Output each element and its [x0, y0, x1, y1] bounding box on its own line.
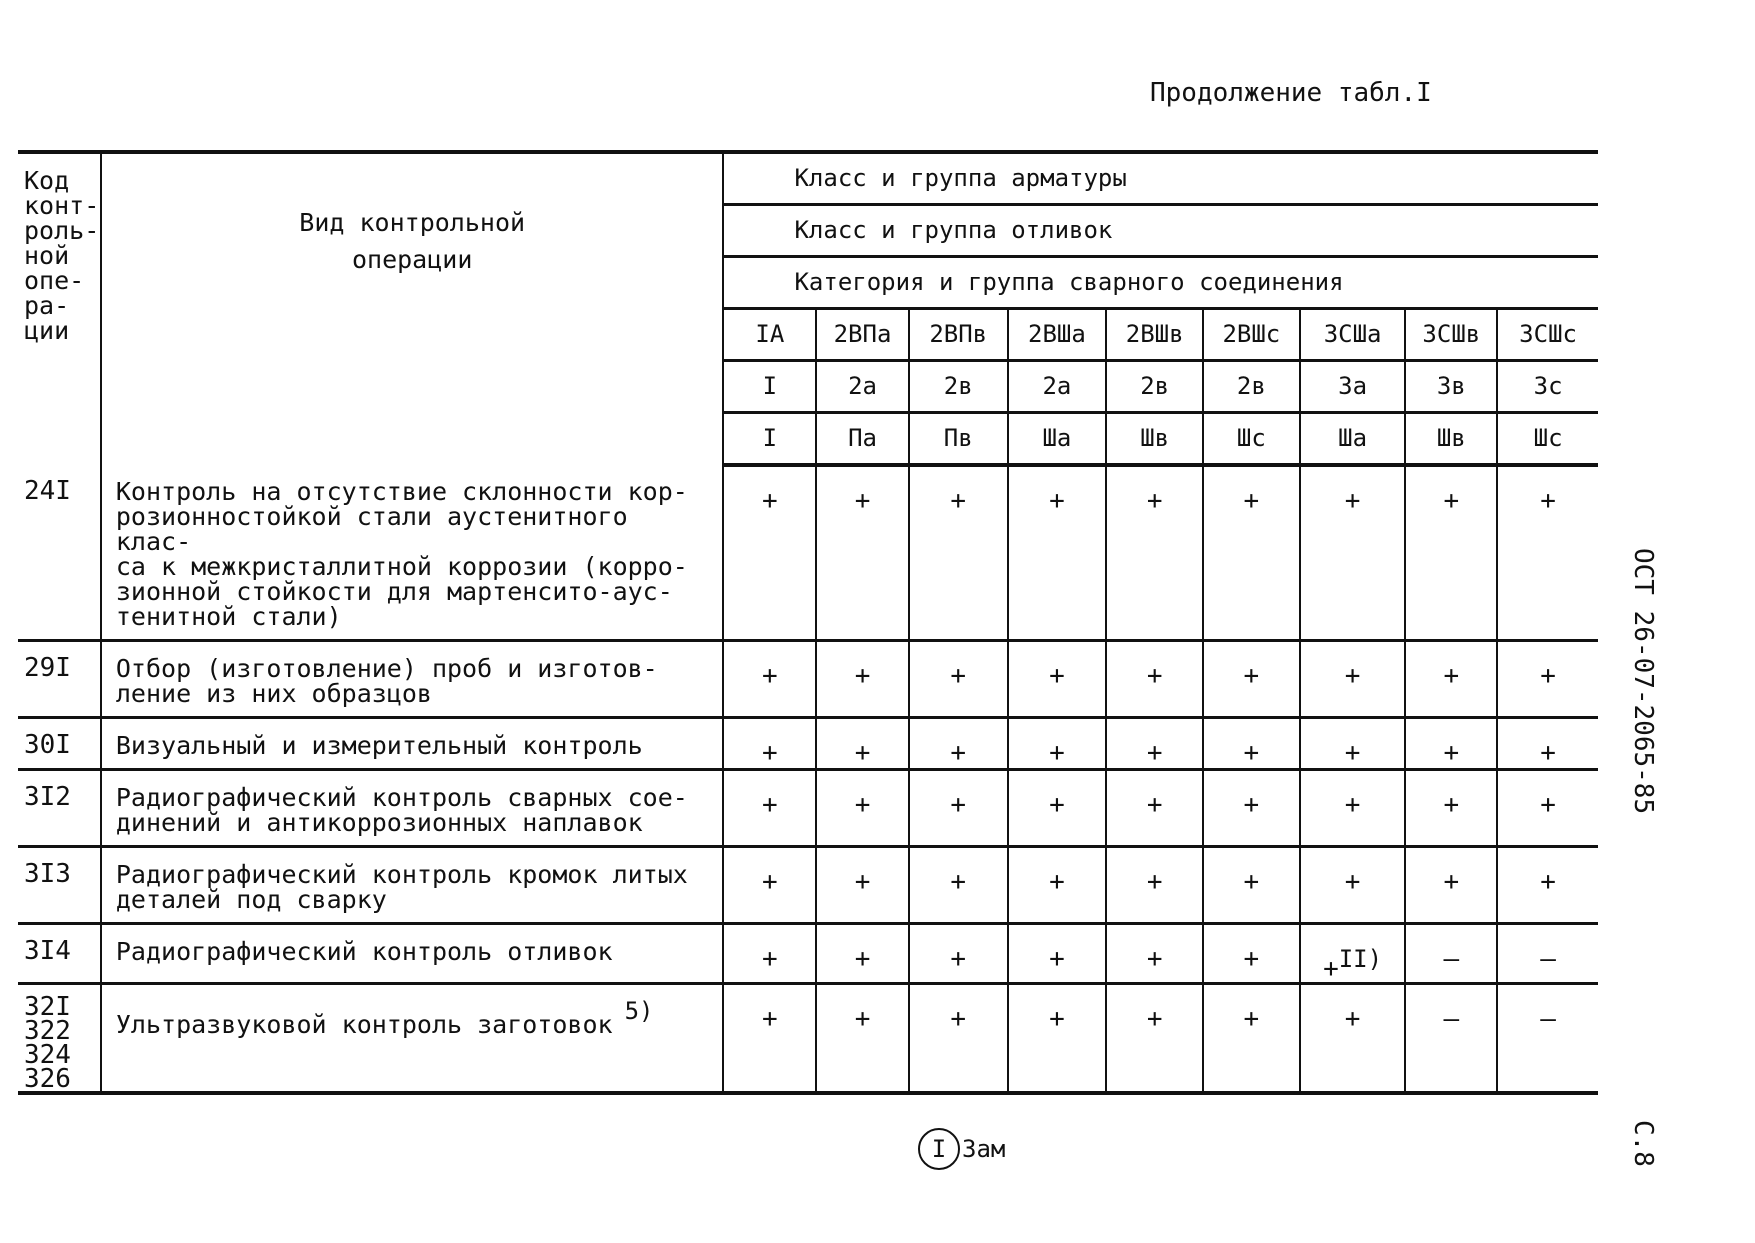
code-header-line: конт-	[24, 191, 100, 220]
applicability-mark: +	[1203, 924, 1300, 984]
applicability-mark: +	[909, 924, 1008, 984]
casting-group-cell: 2а	[1008, 361, 1107, 413]
applicability-mark: +	[1106, 718, 1203, 770]
armature-group-cell: 2ВПа	[816, 309, 909, 361]
operation-code-line: 32I	[24, 992, 71, 1022]
weld-group-cell: Пв	[909, 413, 1008, 466]
applicability-mark: +	[1405, 718, 1497, 770]
operation-code: 30I	[18, 718, 101, 770]
table-row	[18, 924, 1598, 984]
description-line: динений и антикоррозионных наплавок	[115, 808, 643, 837]
armature-group-cell: 3СШв	[1405, 309, 1497, 361]
table-row	[18, 847, 1598, 924]
code-header-line: роль-	[24, 216, 100, 245]
applicability-mark: –	[1497, 924, 1598, 984]
operation-description	[101, 770, 724, 847]
description-line: розионностойкой стали аустенитного клас-	[115, 502, 628, 556]
operation-description	[101, 465, 724, 641]
applicability-mark: +	[816, 770, 909, 847]
applicability-mark: +	[1300, 984, 1406, 1094]
description-line: Радиографический контроль кромок литых	[115, 860, 688, 889]
applicability-mark: +	[816, 984, 909, 1094]
control-operations-table	[18, 150, 1598, 1095]
code-column-header	[18, 152, 101, 465]
operation-header-line: операции	[351, 245, 473, 274]
applicability-mark: +	[1106, 984, 1203, 1094]
operation-code: 3I4	[18, 924, 101, 984]
casting-group-cell: 2в	[1203, 361, 1300, 413]
operation-description	[101, 847, 724, 924]
description-line: деталей под сварку	[115, 885, 387, 914]
applicability-mark: +	[816, 641, 909, 718]
applicability-mark: +	[1300, 770, 1406, 847]
description-line: са к межкристаллитной коррозии (корро-	[115, 552, 688, 581]
applicability-mark: +	[1300, 641, 1406, 718]
operation-code: 24I	[18, 465, 101, 641]
change-number-circle: I	[918, 1128, 960, 1170]
applicability-mark: –	[1405, 924, 1497, 984]
operation-description	[101, 984, 724, 1094]
operation-description	[101, 718, 724, 770]
table-caption: Продолжение табл.I	[1150, 78, 1432, 108]
weld-category-band: Категория и группа сварного соединения	[723, 257, 1598, 309]
applicability-mark: +	[816, 718, 909, 770]
armature-group-cell: 2ВШв	[1106, 309, 1203, 361]
description-line: Визуальный и измерительный контроль	[115, 731, 643, 760]
table-row	[18, 984, 1598, 1094]
operation-code-line: 322	[24, 1016, 71, 1046]
armature-group-cell: 2ВШа	[1008, 309, 1107, 361]
applicability-mark: +	[1300, 465, 1406, 641]
description-line: тенитной стали)	[115, 602, 342, 631]
applicability-mark: +	[1008, 847, 1107, 924]
footnote-ref: II)	[1338, 945, 1383, 973]
applicability-mark: +	[1405, 770, 1497, 847]
applicability-mark: +	[723, 465, 816, 641]
applicability-mark: +	[1106, 641, 1203, 718]
applicability-mark: +	[1405, 641, 1497, 718]
applicability-mark: +	[816, 465, 909, 641]
applicability-mark: +	[909, 718, 1008, 770]
armature-class-band: Класс и группа арматуры	[723, 152, 1598, 205]
armature-group-cell: 2ВШс	[1203, 309, 1300, 361]
weld-group-cell: Шв	[1405, 413, 1497, 466]
applicability-mark: +	[723, 770, 816, 847]
applicability-mark: +	[1497, 641, 1598, 718]
armature-group-cell: 3СШа	[1300, 309, 1406, 361]
operation-code: 3I2	[18, 770, 101, 847]
applicability-mark: –	[1497, 984, 1598, 1094]
applicability-mark: +	[1497, 718, 1598, 770]
code-header-line: ции	[24, 316, 70, 345]
applicability-mark: +	[816, 924, 909, 984]
weld-group-cell: Шс	[1497, 413, 1598, 466]
applicability-mark: +	[1203, 984, 1300, 1094]
applicability-mark: +	[1203, 847, 1300, 924]
change-mark	[918, 1128, 1005, 1170]
applicability-mark: +	[909, 984, 1008, 1094]
applicability-mark: +	[1203, 465, 1300, 641]
table-row	[18, 770, 1598, 847]
applicability-mark: +	[1497, 847, 1598, 924]
code-header-line: ной	[24, 241, 70, 270]
operation-column-header	[101, 152, 724, 465]
operation-code	[18, 984, 101, 1094]
casting-group-cell: 2а	[816, 361, 909, 413]
table-row	[18, 718, 1598, 770]
applicability-mark: +	[1106, 770, 1203, 847]
description-line: Контроль на отсутствие склонности кор-	[115, 477, 688, 506]
applicability-mark: +	[723, 847, 816, 924]
applicability-mark: +	[723, 924, 816, 984]
applicability-mark: +	[1405, 465, 1497, 641]
applicability-mark: +	[1008, 924, 1107, 984]
page-number: С.8	[1628, 1120, 1658, 1167]
change-label: Зам	[962, 1135, 1006, 1163]
applicability-mark: +	[1300, 718, 1406, 770]
description-line: зионной стойкости для мартенсито-аус-	[115, 577, 673, 606]
applicability-mark: +	[1203, 641, 1300, 718]
applicability-mark: +$^{II)}$	[1300, 924, 1406, 984]
weld-group-cell: Ша	[1300, 413, 1406, 466]
code-header-line: ра-	[24, 291, 70, 320]
applicability-mark: +	[1008, 641, 1107, 718]
applicability-mark: +	[909, 465, 1008, 641]
weld-group-cell: Па	[816, 413, 909, 466]
description-line: Радиографический контроль отливок	[115, 937, 613, 966]
applicability-mark: +	[723, 718, 816, 770]
casting-group-cell: 3а	[1300, 361, 1406, 413]
description-line: Отбор (изготовление) проб и изготов-	[115, 654, 658, 683]
footnote-ref: 5)	[624, 997, 654, 1025]
applicability-mark: +	[1300, 847, 1406, 924]
armature-group-cell: 3СШс	[1497, 309, 1598, 361]
casting-class-band: Класс и группа отливок	[723, 205, 1598, 257]
applicability-mark: +	[1008, 718, 1107, 770]
casting-group-cell: 3в	[1405, 361, 1497, 413]
table-row	[18, 641, 1598, 718]
operation-description	[101, 641, 724, 718]
operation-description	[101, 924, 724, 984]
weld-group-cell: Шв	[1106, 413, 1203, 466]
applicability-mark: +	[723, 984, 816, 1094]
operation-code: 29I	[18, 641, 101, 718]
applicability-mark: +	[1106, 847, 1203, 924]
code-header-line: опе-	[24, 266, 85, 295]
document-code: ОСТ 26-07-2065-85	[1628, 548, 1658, 815]
applicability-mark: +	[1405, 847, 1497, 924]
applicability-mark: +	[909, 847, 1008, 924]
applicability-mark: +	[909, 641, 1008, 718]
applicability-mark: +	[909, 770, 1008, 847]
description-line: Радиографический контроль сварных сое-	[115, 783, 688, 812]
operation-header-line: Вид контрольной	[299, 208, 526, 237]
weld-group-cell: I	[723, 413, 816, 466]
applicability-mark: +	[1540, 486, 1556, 516]
applicability-mark: +	[1203, 770, 1300, 847]
armature-group-cell: IA	[723, 309, 816, 361]
casting-group-cell: 2в	[1106, 361, 1203, 413]
code-header-line: Код	[24, 166, 70, 195]
casting-group-cell: I	[723, 361, 816, 413]
operation-code: 3I3	[18, 847, 101, 924]
operation-code-line: 326	[24, 1064, 71, 1094]
description-line: ление из них образцов	[115, 679, 432, 708]
casting-group-cell: 2в	[909, 361, 1008, 413]
weld-group-cell: Ша	[1008, 413, 1107, 466]
description-line: Ультразвуковой контроль заготовок 5)	[115, 997, 654, 1039]
casting-group-cell: 3с	[1497, 361, 1598, 413]
applicability-mark: +	[1106, 465, 1203, 641]
applicability-mark: +	[1106, 924, 1203, 984]
applicability-mark: +	[1497, 770, 1598, 847]
operation-code-line: 324	[24, 1040, 71, 1070]
armature-group-cell: 2ВПв	[909, 309, 1008, 361]
applicability-mark: +	[816, 847, 909, 924]
weld-group-cell: Шс	[1203, 413, 1300, 466]
applicability-mark: –	[1405, 984, 1497, 1094]
applicability-mark: +	[1008, 770, 1107, 847]
table-row	[18, 465, 1598, 641]
applicability-mark: +	[1008, 984, 1107, 1094]
applicability-mark: +	[1203, 718, 1300, 770]
applicability-mark: +	[723, 641, 816, 718]
applicability-mark: +	[1008, 465, 1107, 641]
